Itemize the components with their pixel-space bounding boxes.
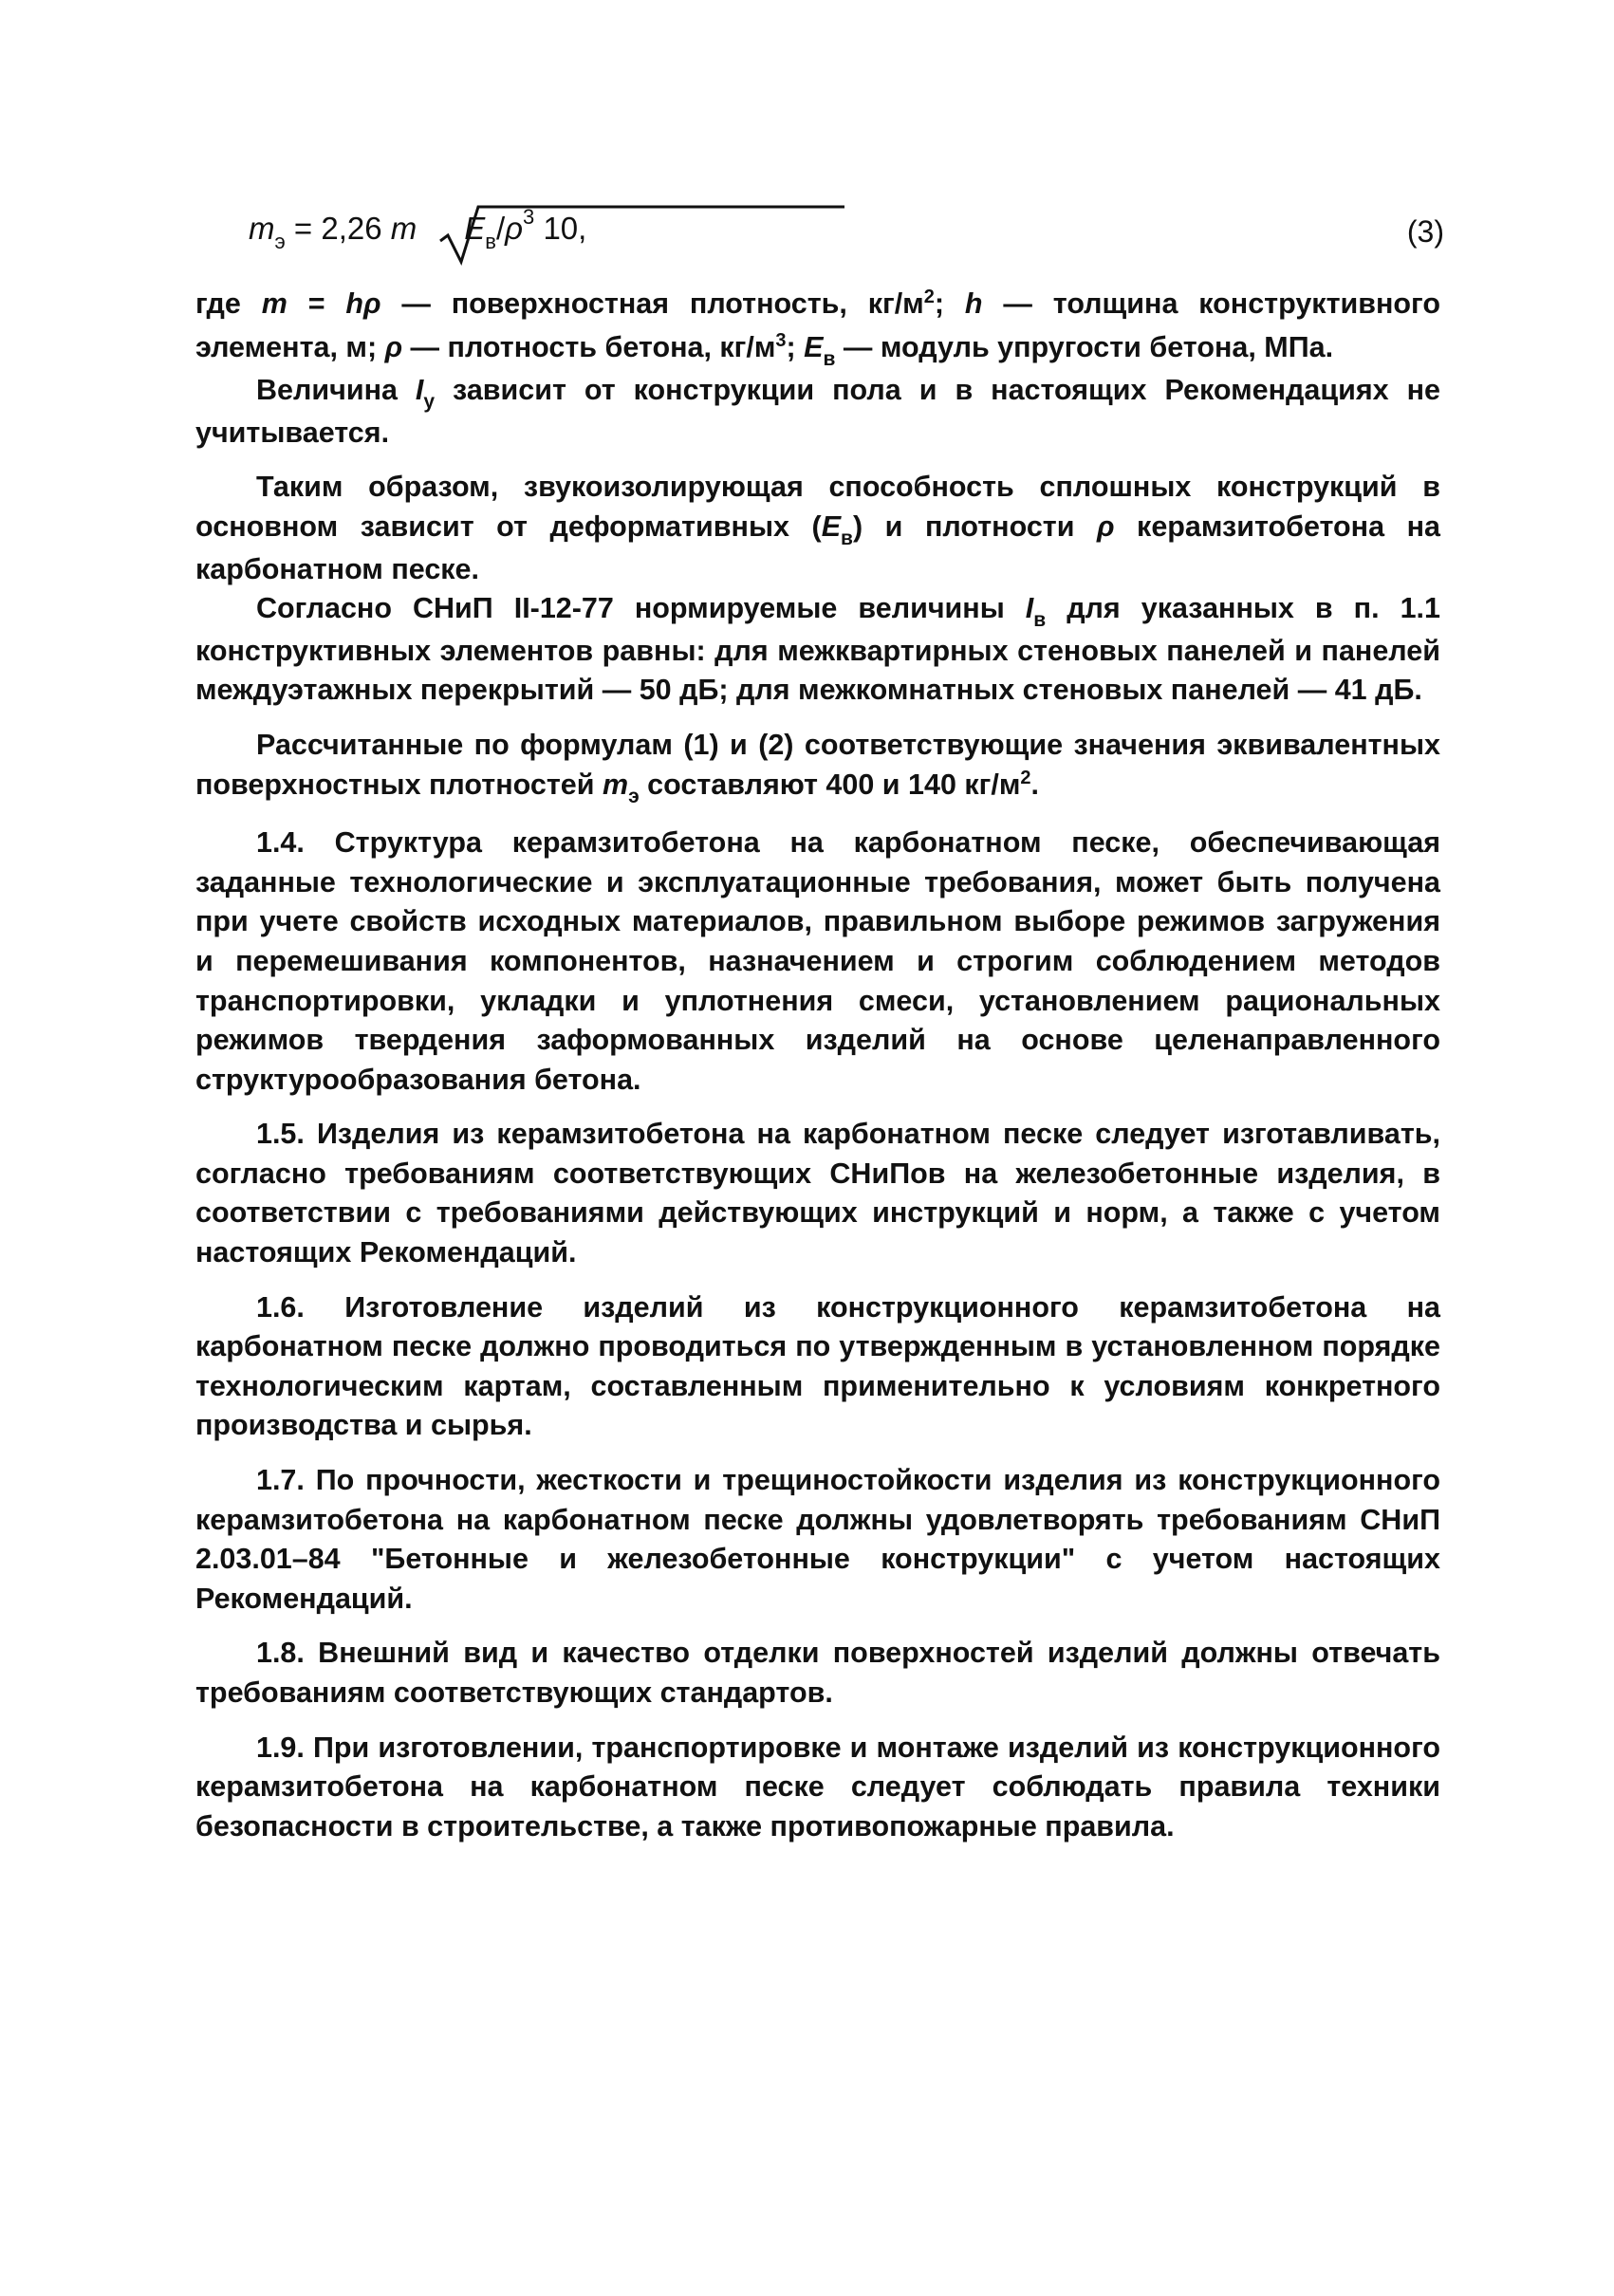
formula-lhs-subscript: э [274,230,286,253]
formula-rad-e-subscript: в [485,230,496,253]
body-text [195,285,1440,1846]
formula-tail: 10, [534,211,587,246]
superscript: 3 [775,329,787,351]
paragraph-snip [195,589,1440,711]
var-m: m [602,768,629,801]
formula-rad-e: E [464,211,486,246]
paragraph-1-8: 1.8. Внешний вид и качество отделки поверхностей изделий должны отвечать требованиям соответствующих стандартов. [195,1637,1440,1709]
paragraph-calculated [195,726,1440,808]
formula-lhs: m [249,211,275,246]
superscript: 2 [1020,767,1031,788]
paragraph-1-9: 1.9. При изготовлении, транспортировке и монтаже изделий из конструкционного керамзитобетона на карбонатном песке следует соблюдать правила техники безопасности в строительстве, а также противопожарные правила. [195,1731,1440,1842]
text-run: . [1030,768,1039,801]
paragraph-1-5: 1.5. Изделия из керамзитобетона на карбонатном песке следует изготавливать, согласно требованиям соответствующих СНиПов на железобетонные изделия, в соответствии с требованиями действующих инструкций и норм, а также с учетом настоящих Рекомендаций. [195,1118,1440,1269]
paragraph-definitions [195,285,1440,371]
var-rho: ρ [1097,509,1115,543]
text-run: Величина [256,374,416,407]
subscript: в [841,527,853,549]
var-i: I [1025,592,1034,625]
text-run: — толщина конструктивного элемента, м; [195,287,1440,363]
var-e: E [804,330,824,363]
paragraph-1-7: 1.7. По прочности, жесткости и трещиностойкости изделия из конструкционного керамзитобетона на карбонатном песке должны удовлетворять требованиям СНиП 2.03.01–84 "Бетонные и железобетонные конструкции" с учетом настоящих Рекомендаций. [195,1464,1440,1615]
formula-3 [249,197,1444,273]
var-h: h [964,287,983,320]
formula-coefficient: = 2,26 [285,211,391,246]
paragraph-iy [195,371,1440,453]
paragraph-1-6: 1.6. Изготовление изделий из конструкционного керамзитобетона на карбонатном песке должно проводиться по утвержденным в установленном порядке технологическим картам, составленным применительно к условиям конкретного производства и сырья. [195,1290,1440,1442]
subscript: э [628,785,640,807]
subscript: в [1033,609,1047,632]
paragraph-summary [195,468,1440,589]
formula-slash: / [495,211,506,246]
text-run: ; [786,330,805,363]
text-run: — плотность бетона, кг/м [402,330,776,363]
var-m: m [261,287,288,320]
var-e: E [821,509,842,543]
text-run: ) и плотности [852,509,1098,543]
formula-var-m: m [390,211,417,246]
text-run: — поверхностная плотность, кг/м [380,287,924,320]
equation-number: (3) [1406,214,1444,249]
text-run: Рассчитанные по формулам (1) и (2) соответствующие значения эквивалентных поверхностных плотностей [195,728,1440,801]
text-run: для указанных в п. 1.1 конструктивных элементов равны: для межквартирных стеновых панелей и панелей междуэтажных перекрытий — 50 дБ; для межкомнатных стеновых панелей — 41 дБ. [195,592,1440,707]
var-h-rho: hρ [345,287,381,320]
radical-sign-icon [436,203,911,266]
text-run: где [195,287,262,320]
text-run: составляют 400 и 140 кг/м [639,768,1021,801]
formula-exponent: 3 [523,205,535,229]
subscript: у [423,391,436,414]
formula-rho: ρ [505,211,524,246]
subscript: в [823,347,836,370]
text-run: Таким образом, звукоизолирующая способность сплошных конструкций в основном зависит от деформативных ( [195,471,1440,543]
text-run: зависит от конструкции пола и в настоящих Рекомендациях не учитывается. [195,374,1440,449]
var-rho: ρ [384,330,403,363]
text-run: Согласно СНиП II-12-77 нормируемые величины [256,592,1026,625]
paragraph-1-4: 1.4. Структура керамзитобетона на карбонатном песке, обеспечивающая заданные технологические и эксплуатационные требования, может быть получена при учете свойств исходных материалов, правильном выборе режимов загружения и перемешивания компонентов, назначением и строгим соблюдением методов транспортировки, укладки и уплотнения смеси, установлением рациональных режимов твердения заформованных изделий на основе целенаправленного структурообразования бетона. [195,826,1440,1096]
text-run: керамзитобетона на карбонатном песке. [195,509,1440,585]
text-run: = [287,287,346,320]
text-run: — модуль упругости бетона, МПа. [835,330,1334,363]
superscript: 2 [923,287,935,307]
text-run: ; [934,287,965,320]
var-i: I [415,374,424,407]
